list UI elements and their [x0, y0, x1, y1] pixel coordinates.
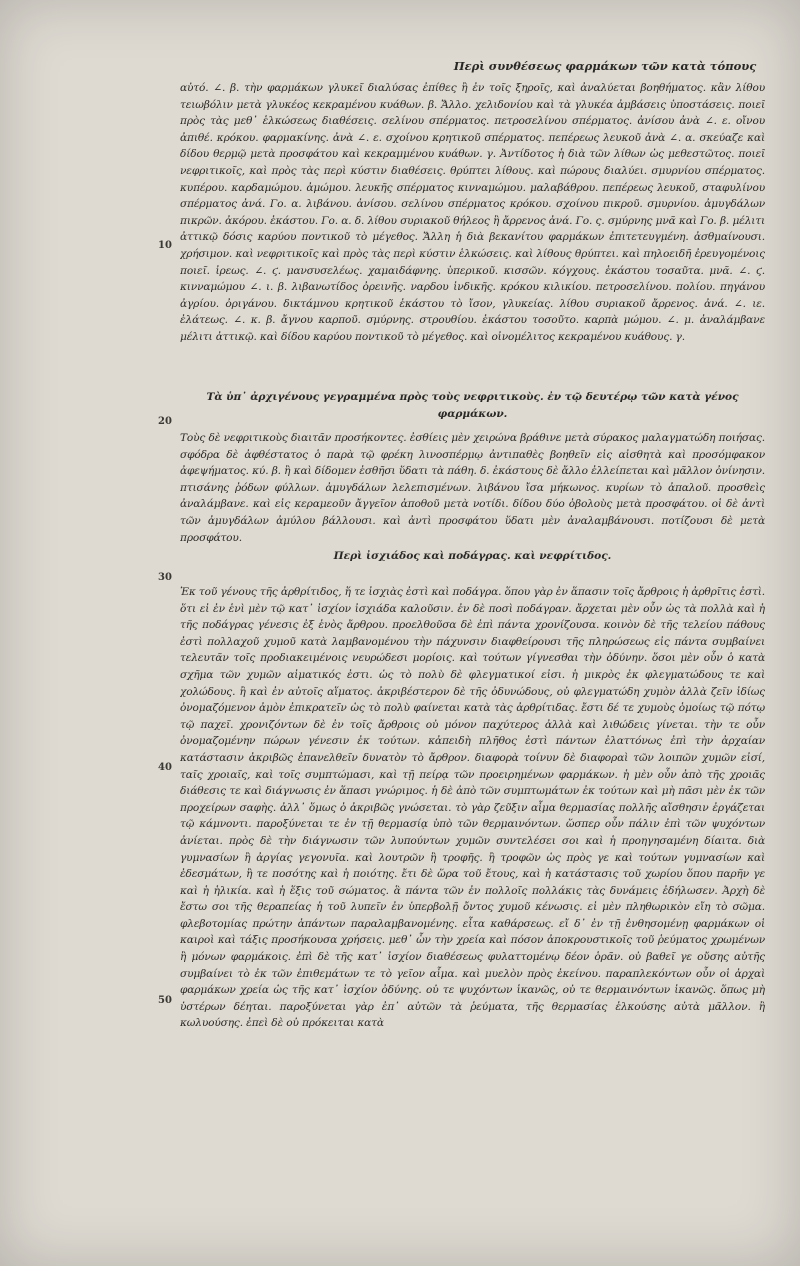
section-heading-archigenes: Τὰ ὑπ᾽ ἀρχιγένους γεγραμμένα πρὸς τοὺς νεφριτικοὺς. ἐν τῷ δευτέρῳ τῶν κατὰ γένος φαρμάκων.: [206, 391, 739, 420]
line-number-20: 20: [158, 416, 172, 427]
line-number-50: 50: [158, 995, 172, 1006]
paragraph-nephritic-diet: Τοὺς δὲ νεφριτικοὺς διαιτᾶν προσήκοντες. ἐσθίεις μὲν χειρώνα βράθινε μετὰ σύρακος μαλαγματώδη ποιήσας. σφόδρα δὲ ἀφθέστατος ὁ παρὰ τῷ φρέκη λινοσπέρμῳ ἀντιπαθὲς βοηθεῖν εἰς αἰσθητὰ καὶ προσόμφακον ἀφεψήματος. κύ. β. ἢ καὶ δίδομεν ἑσθῆσι ὕδατι τὰ πάθη. δ. ἐκάστους δὲ ἄλλο ἐλλείπεται καὶ μᾶλλον ὀνίνησιν. πτισάνης ῥόδων φύλλων. ἀμυγδάλων λελεπισμένων. λιβάνου ἴσα μήκωνος. κυρίων τὸ ἀπαλοῦ. προσθεὶς ἀναλάμβανε. καὶ εἰς κεραμεοῦν ἄγγεῖον ἀποθοῦ μετὰ νοτίδι. δίδου δύο ὀβολοὺς μετὰ προσφάτου. οἱ δὲ ἀντὶ τῶν ἀμυγδάλων ἀμύλου βάλλουσι. καὶ ἀντὶ προσφάτου ὕδατι μὲν ἀναλαμβάνουσι. ποτίζουσι δὲ μετὰ προσφάτου.: [180, 432, 765, 544]
text-block: [158, 58, 765, 1238]
paragraph-arthritis: Ἐκ τοῦ γένους τῆς ἀρθρίτιδος, ἥ τε ἰσχιὰς ἐστὶ καὶ ποδάγρα. ὅπου γὰρ ἐν ἅπασιν τοῖς ἄρθροις ἡ ἀρθρῖτις ἐστὶ. ὅτι εἰ ἐν ἑνὶ μὲν τῷ κατ᾽ ἰσχίον ἰσχιάδα καλοῦσιν. ἐν δὲ ποσὶ ποδάγραν. ἄρχεται μὲν οὖν ὡς τὰ πολλὰ καὶ ἡ τῆς ποδάγρας γένεσις ἐξ ἑνὸς ἄρθρου. προελθοῦσα δὲ ἐπὶ πάντα χρονίζουσα. κοινὸν δὲ τῆς τελείου πάθους ἐστὶ πολλαχοῦ χυμοῦ κατὰ λαμβανομένου τὴν πάχυνσιν διαφθείρουσι τῆς πληρώσεως εἰς πάντα συμβαίνει τελευτᾶν τοῖς προδιακειμένοις νευρώδεσι μορίοις. καὶ τούτων γίγνεσθαι τὴν ὀδύνην. ὅσοι μὲν οὖν ὁ κατὰ σχῆμα τῶν χυμῶν αἱματικός ἐστι. ὡς τὸ πολὺ δὲ φλεγματικοί εἰσι. ἡ μικρὸς ἐκ φλεγματώδους τε καὶ χολώδους. ἢ καὶ ἐν αὐτοῖς αἵματος. ἀκριβέστερον δὲ τῆς ὀδυνώδους, οὐ φλεγματώδη χυμὸν ἀλλὰ ζεῖν ἰδίως ὀνομαζόμενον ἀμὸν ἐπικρατεῖν ὡς τὸ πολὺ φαίνεται κατὰ τὰς ἀρθρίτιδας. ἔστι δέ τε χυμοὺς ὁμοίως τῷ πότῳ τῷ παχεῖ. χρονιζόντων δὲ ἐν τοῖς ἄρθροις οὐ μόνον παχύτερος ἀλλὰ καὶ λιθώδεις γίνεται. τὴν τε οὖν ὀνομαζομένην πώρων γένεσιν ἐκ τούτων. κἀπειδὴ πλῆθος ἐστὶ πάντων ἐλαττόνως ἐπὶ τὴν ἀρχαίαν κατάστασιν ἀκριβῶς ἐπανελθεῖν δυνατὸν τὸ ἄρθρον. διαφορὰ τοίνυν δὲ διαφοραὶ τῶν λοιπῶν χυμῶν εἰσί, ταῖς χροιαῖς, καὶ τοῖς συμπτώμασι, καὶ τῇ πείρᾳ τῶν προειρημένων φαρμάκων. ἡ μὲν οὖν ἀπὸ τῆς χροιᾶς διάθεσις τε καὶ διάγνωσις ἐν ἅπασι γνώριμος. ἡ δὲ ἀπὸ τῶν συμπτωμάτων ἐκ τούτων καὶ μὴ πᾶσι μὲν ἐκ τῶν προχείρων σαφὴς. ἀλλ᾽ ὅμως ὁ ἀκριβῶς γνώσεται. τὸ γὰρ ζεῦξιν αἷμα θερμασίας πολλῆς αἴσθησιν ἐργάζεται τῷ κάμνοντι. παροξύνεται τε ἐν τῇ θερμασίᾳ ὑπὸ τῶν θερμαινόντων. ὥσπερ οὖν πάλιν ἐπὶ τῶν ψυχόντων ἀνίεται. πρὸς δὲ τὴν διάγνωσιν τῶν λυπούντων χυμῶν συντελέσει σοι καὶ ἡ προηγησαμένη δίαιτα. διὰ γυμνασίων ἢ ἀργίας γεγονυῖα. καὶ λουτρῶν ἢ τροφῆς. ἢ τροφῶν ὡς πρὸς γε καὶ τούτων γυμνασίων καὶ ἐδεσμάτων, ἢ τε ποσότης καὶ ἡ ποιότης. ἔτι δὲ ὥρα τοῦ ἔτους, καὶ ἡ κατάστασις τοῦ χωρίου ὅπου παρῆν γε καὶ ἡ ἡλικία. καὶ ἡ ἕξις τοῦ σώματος. ἃ πάντα τῶν ἐν πολλοῖς πολλάκις τὰς δυνάμεις ἐδήλωσεν. Ἀρχὴ δὲ ἔστω σοι τῆς θεραπείας ἡ τοῦ λυπεῖν ἐν ὑπερβολῇ ὄντος χυμοῦ κένωσις. εἰ μὲν πληθωρικὸν εἴη τὸ σῶμα. φλεβοτομίας πρώτην ἁπάντων παραλαμβανομένης. εἶτα καθάρσεως. εἴ δ᾽ ἐν τῇ ἐνθησομένῃ φαρμάκων οἱ καιροὶ καὶ τάξις προσήκουσα χρήσεις. μεθ᾽ ὧν τὴν χρεία καὶ πόσον ἀποκρουστικοῖς τοῦ ῥεύματος χρωμένων ἢ μόνων φαρμάκοις. ἐπὶ δὲ τῆς κατ᾽ ἰσχίον διαθέσεως φυλαττομένῳ δέον ὁρᾶν. οὐ βαθεῖ γε οὔσης αὐτῆς συμβαίνει τὸ ἐκ τῶν ἐπιθεμάτων τε τὸ γεῖον αἷμα. καὶ μυελὸν πρὸς ἐκείνου. παραπλεκόντων οὖν οἱ ἀρχαὶ φαρμάκων χρεία ὡς τῆς κατ᾽ ἰσχίον ὀδύνης. οὐ τε ψυχόντων ἱκανῶς, οὐ τε θερμαινόντων ἱκανῶς. ὅπως μὴ ὑστέρων δέηται. παροξύνεται γὰρ ἐπ᾽ αὐτῶν τὰ ῥεύματα, τῆς θερμασίας ἑλκούσης αὐτὰ μᾶλλον. ἢ κωλυούσης. ἐπεὶ δὲ οὐ πρόκειται κατὰ: [180, 586, 765, 1030]
running-head: Περὶ συνθέσεως φαρμάκων τῶν κατὰ τόπους: [453, 59, 757, 73]
line-number-10: 10: [158, 240, 172, 251]
line-number-40: 40: [158, 762, 172, 773]
paragraph-recipes: αὐτό. ∠. β. τὴν φαρμάκων γλυκεῖ διαλύσας ἐπίθες ἢ ἐν τοῖς ξηροῖς, καὶ ἀναλύεται βοηθήματος. κἂν λίθου τειωβόλιν μετὰ γλυκέος κεκραμένου κυάθων. β. Ἄλλο. χελιδονίου καὶ τὰ γλυκέα ἀμβάσεις ὑποστάσεις. ποιεῖ πρὸς τὰς μεθ᾽ ἑλκώσεως διαθέσεις. σελίνου σπέρματος. πετροσελίνου σπέρματος. ἀνίσου ἀνὰ ∠. ε. οἴνου ἀπιθέ. κρόκου. φαρμακίνης. ἀνὰ ∠. ε. σχοίνου κρητικοῦ σπέρματος. πεπέρεως λευκοῦ ἀνὰ ∠. α. σκεύαζε καὶ δίδου θερμῷ μετὰ προσφάτου καὶ κεκραμμένου κυάθων. γ. Ἀντίδοτος ἡ διὰ τῶν λίθων ὡς μεθεστῶτος. ποιεῖ νεφριτικοῖς, καὶ πρὸς τὰς περὶ κύστιν διαθέσεις. θρύπτει λίθους. καὶ πώρους διαλύει. σμυρνίου σπέρματος. κυπέρου. καρδαμώμου. ἀμώμου. λευκῆς σπέρματος κινναμώμου. μαλαβάθρου. πεπέρεως λευκοῦ, σταφυλίνου σπέρματος ἀνά. Γο. α. λιβάνου. ἀνίσου. σελίνου σπέρματος κρόκου. σχοίνου πικροῦ. σμυρνίου. ἀμυγδάλων πικρῶν. ἀκόρου. ἑκάστου. Γο. α. δ. λίθου συριακοῦ θήλεος ἢ ἄρρενος ἀνά. Γο. ς. σμύρνης μνᾶ καὶ Γο. β. μέλιτι ἀττικῷ δόσις καρύου ποντικοῦ τὸ μέγεθος. Ἄλλη ἡ διὰ βεκανίτου φαρμάκων ἐπιτετευγμένη. ἀσθμαίνουσι. χρήσιμον. καὶ νεφριτικοῖς καὶ πρὸς τὰς περὶ κύστιν ἑλκώσεις. καὶ λίθους θρύπτει. καὶ πηλοειδῆ ἐρευγομένοις ποιεῖ. ἰρεως. ∠. ϛ. μανσυσελέως. χαμαιδάφνης. ὑπερικοῦ. κισσῶν. κόγχους. ἑκάστου τοσαῦτα. μνᾶ. ∠. ϛ. κινναμώμου ∠. ι. β. λιβανωτίδος ὀρεινῆς. ναρδου ἰνδικῆς. κρόκου κιλικίου. πετροσελίνου. πολίου. πηγάνου ἀγρίου. ὀριγάνου. δικτάμνου κρητικοῦ ἑκάστου τὸ ἴσον, γλυκείας. λίθου συριακοῦ ἄρρενος. ἀνά. ∠. ιε. ἐλάτεως. ∠. κ. β. ἄγνου καρποῦ. σμύρνης. στρουθίου. ἑκάστου τοσοῦτο. καρπὰ μώμου. ∠. μ. ἀναλάμβανε μέλιτι ἀττικῷ. καὶ δίδου καρύου ποντικοῦ τὸ μέγεθος. καὶ οἰνομέλιτος κεκραμένου κυάθους. γ.: [180, 82, 765, 343]
section-heading-sciatica: Περὶ ἰσχιάδος καὶ ποδάγρας. καὶ νεφρίτιδος.: [333, 550, 612, 562]
line-number-30: 30: [158, 572, 172, 583]
